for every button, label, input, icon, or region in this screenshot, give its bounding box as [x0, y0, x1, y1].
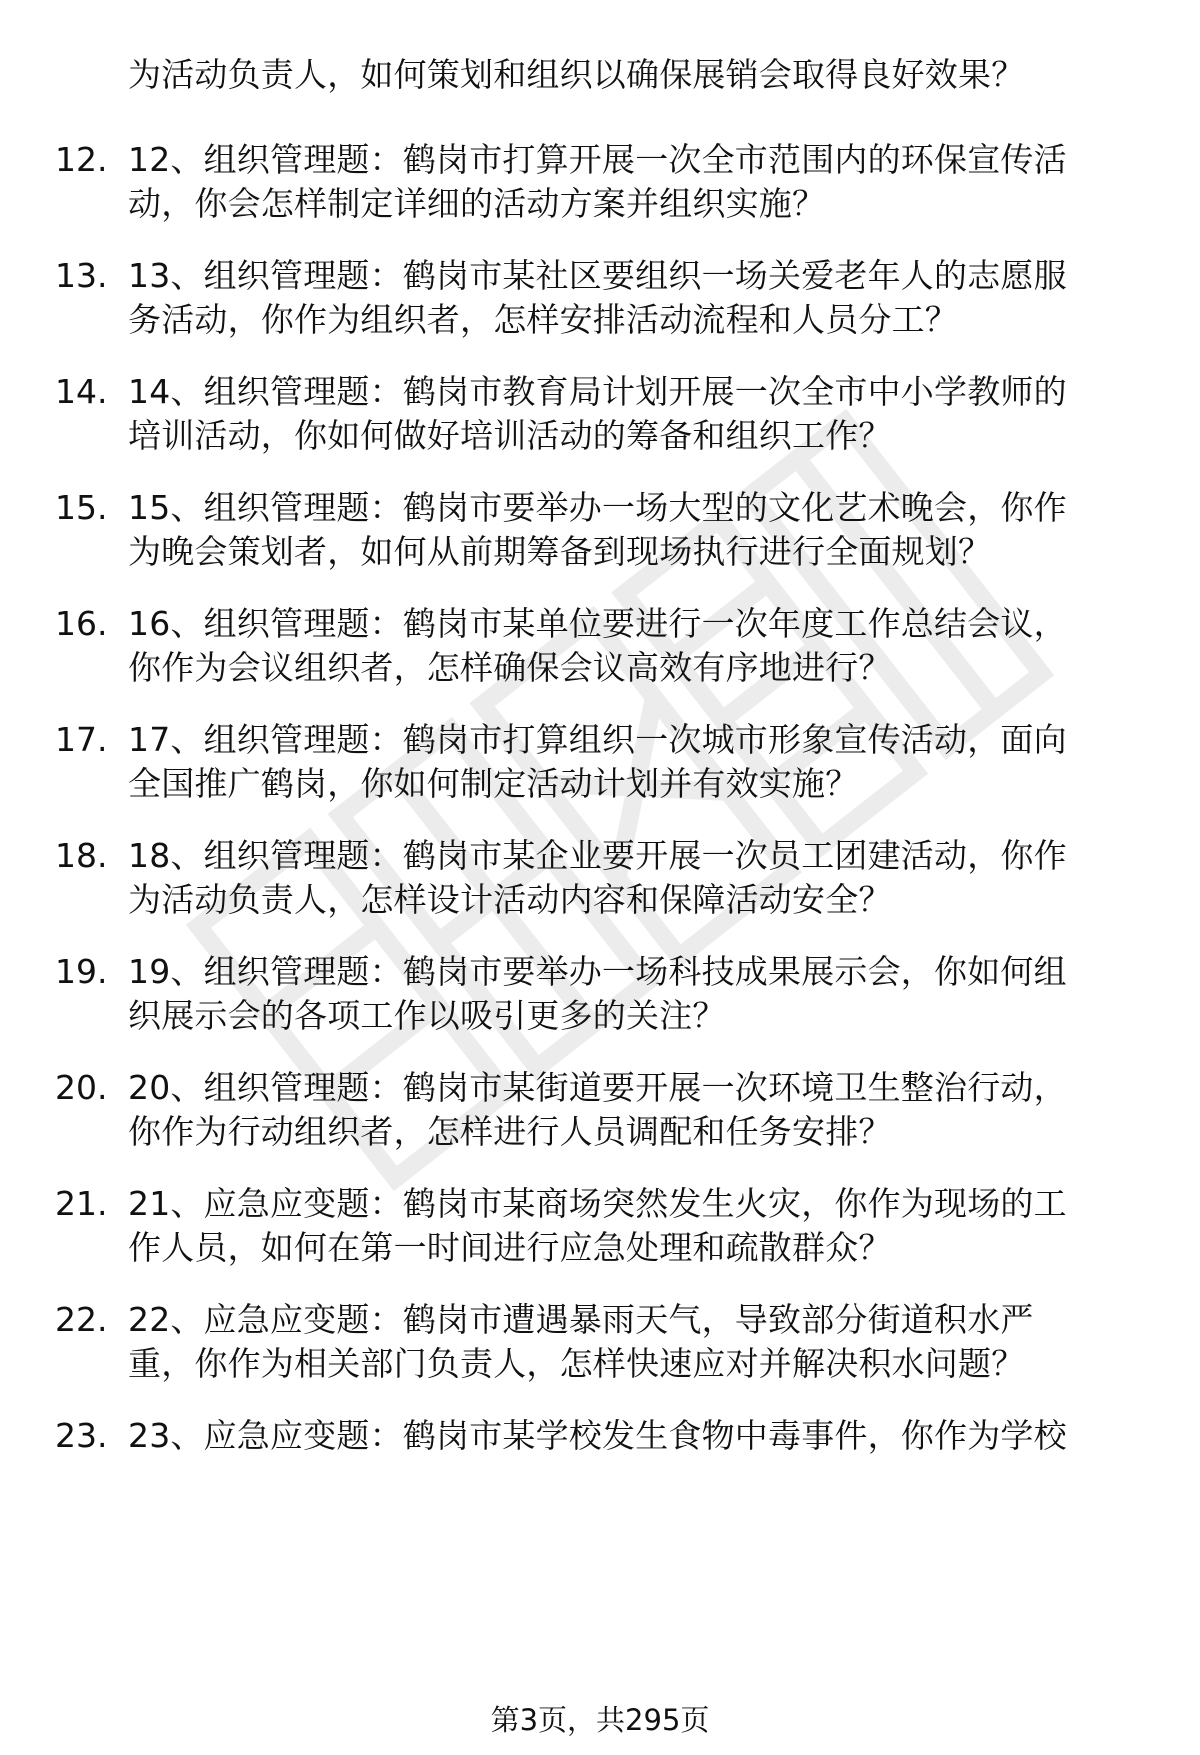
item-line-2: 你作为行动组织者，怎样进行人员调配和任务安排？	[128, 1112, 892, 1151]
item-line-2: 全国推广鹤岗，你如何制定活动计划并有效实施？	[128, 764, 859, 803]
item-line-1: 14、组织管理题：鹤岗市教育局计划开展一次全市中小学教师的	[128, 372, 1067, 411]
item-line-1: 21、应急应变题：鹤岗市某商场突然发生火灾，你作为现场的工	[128, 1184, 1067, 1223]
item-line-2: 你作为会议组织者，怎样确保会议高效有序地进行？	[128, 648, 892, 687]
item-number: 19.	[55, 952, 108, 991]
item-number: 20.	[55, 1068, 108, 1107]
item-number: 22.	[55, 1300, 108, 1339]
item-line-1: 17、组织管理题：鹤岗市打算组织一次城市形象宣传活动，面向	[128, 720, 1067, 759]
item-line-2: 重，你作为相关部门负责人，怎样快速应对并解决积水问题？	[128, 1344, 1025, 1383]
item-line-1: 18、组织管理题：鹤岗市某企业要开展一次员工团建活动，你作	[128, 836, 1067, 875]
item-line-1: 20、组织管理题：鹤岗市某街道要开展一次环境卫生整治行动，	[128, 1068, 1067, 1107]
item-number: 21.	[55, 1184, 108, 1223]
item-line-1: 23、应急应变题：鹤岗市某学校发生食物中毒事件，你作为学校	[128, 1416, 1067, 1455]
item-line-1: 12、组织管理题：鹤岗市打算开展一次全市范围内的环保宣传活	[128, 140, 1067, 179]
item-line-1: 22、应急应变题：鹤岗市遭遇暴雨天气，导致部分街道积水严	[128, 1300, 1034, 1339]
item-line-2: 织展示会的各项工作以吸引更多的关注？	[128, 996, 726, 1035]
item-line-2: 为活动负责人，怎样设计活动内容和保障活动安全？	[128, 880, 892, 919]
item-line-1: 13、组织管理题：鹤岗市某社区要组织一场关爱老年人的志愿服	[128, 256, 1067, 295]
item-number: 23.	[55, 1416, 108, 1455]
item-line-1: 19、组织管理题：鹤岗市要举办一场科技成果展示会，你如何组	[128, 952, 1067, 991]
item-line-2: 为晚会策划者，如何从前期筹备到现场执行进行全面规划？	[128, 532, 992, 571]
item-line-2: 动，你会怎样制定详细的活动方案并组织实施？	[128, 184, 826, 223]
item-line-1: 15、组织管理题：鹤岗市要举办一场大型的文化艺术晚会，你作	[128, 488, 1067, 527]
page-footer: 第3页，共295页	[490, 1703, 710, 1737]
item-line-2: 务活动，你作为组织者，怎样安排活动流程和人员分工？	[128, 300, 958, 339]
lead-line: 为活动负责人，如何策划和组织以确保展销会取得良好效果？	[128, 55, 1025, 94]
item-number: 17.	[55, 720, 108, 759]
item-number: 13.	[55, 256, 108, 295]
item-line-2: 培训活动，你如何做好培训活动的筹备和组织工作？	[128, 416, 892, 455]
item-number: 15.	[55, 488, 108, 527]
item-line-1: 16、组织管理题：鹤岗市某单位要进行一次年度工作总结会议，	[128, 604, 1067, 643]
item-number: 12.	[55, 140, 108, 179]
item-number: 16.	[55, 604, 108, 643]
item-number: 18.	[55, 836, 108, 875]
item-number: 14.	[55, 372, 108, 411]
item-line-2: 作人员，如何在第一时间进行应急处理和疏散群众？	[128, 1228, 892, 1267]
